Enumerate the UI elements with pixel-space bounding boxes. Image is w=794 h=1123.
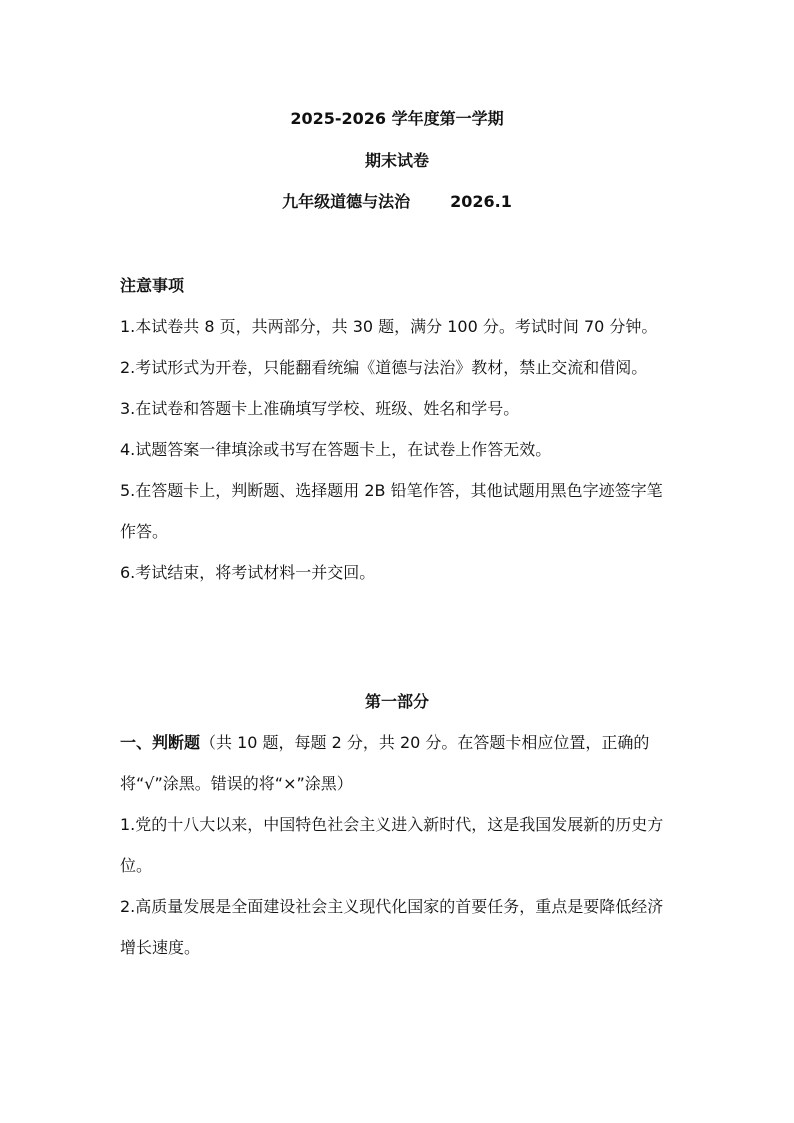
part-one-heading: 第一部分 (364, 692, 429, 711)
exam-date: 2026.1 (450, 192, 512, 211)
exam-name-title: 期末试卷 (364, 151, 429, 170)
subject-title: 九年级道德与法治 (282, 192, 411, 211)
section-instructions: （共 10 题，每题 2 分，共 20 分。在答题卡相应位置，正确的将“√”涂黑。错误的将“×”涂黑） (120, 733, 650, 793)
section-intro (120, 722, 676, 804)
notice-item: 3.在试卷和答题卡上准确填写学校、班级、姓名和学号。 (120, 399, 520, 418)
question-item: 1.党的十八大以来，中国特色社会主义进入新时代，这是我国发展新的历史方位。 (120, 815, 664, 875)
section-title: 一、判断题 (120, 733, 201, 752)
notice-list (120, 306, 676, 593)
notice-item: 2.考试形式为开卷，只能翻看统编《道德与法治》教材，禁止交流和借阅。 (120, 358, 648, 377)
notice-item: 1.本试卷共 8 页，共两部分，共 30 题，满分 100 分。考试时间 70 分钟。 (120, 317, 658, 336)
semester-title: 2025-2026 学年度第一学期 (290, 109, 504, 128)
question-item: 2.高质量发展是全面建设社会主义现代化国家的首要任务，重点是要降低经济增长速度。 (120, 897, 664, 957)
subject-date-line (0, 192, 794, 212)
notice-item: 5.在答题卡上，判断题、选择题用 2B 铅笔作答，其他试题用黑色字迹签字笔作答。 (120, 481, 663, 541)
notice-heading: 注意事项 (120, 276, 185, 295)
part-one-content (120, 722, 676, 968)
notice-item: 6.考试结束，将考试材料一并交回。 (120, 563, 376, 582)
notice-item: 4.试题答案一律填涂或书写在答题卡上，在试卷上作答无效。 (120, 440, 552, 459)
